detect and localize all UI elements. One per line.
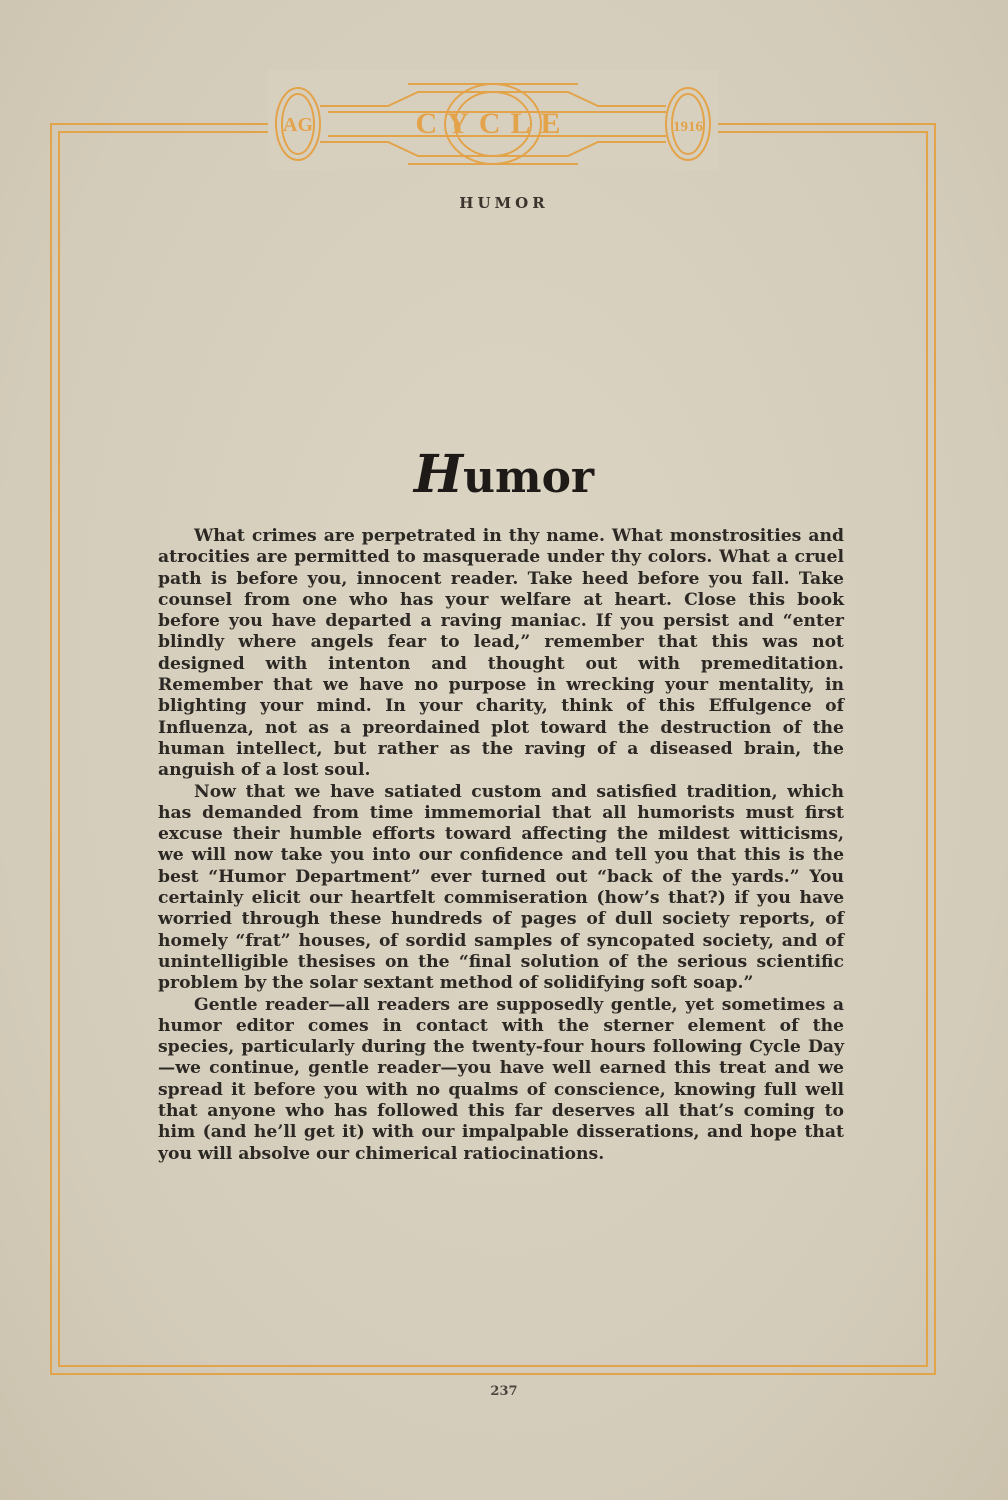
page-number: 237	[490, 1384, 518, 1399]
cycle-masthead-logo	[268, 70, 718, 170]
section-heading: HUMOR	[459, 194, 549, 212]
title-initial: H	[413, 444, 464, 505]
title-rest: umor	[463, 452, 595, 503]
paragraph-3: Gentle reader—all readers are supposedly gentle, yet sometimes a humor editor comes in contact with the sterner element of the species, particularly during the twenty-four hours following Cycle Day—we continue, gentle reader—you have well earned this treat and we spread it before you with no qualms of conscience, knowing full well that anyone who has followed this far deserves all that’s coming to him (and he’ll get it) with our impalpable disserations, and hope that you will absolve our chimerical ratiocinations.	[158, 994, 844, 1164]
masthead-left-mark: AG	[283, 114, 313, 136]
paragraph-1: What crimes are perpetrated in thy name. What monstrosities and atrocities are permitted to masquerade under thy colors. What a cruel path is before you, innocent reader. Take heed before you fall. Take counsel from one who has your welfare at heart. Close this book before you have departed a raving maniac. If you persist and “enter blindly where angels fear to lead,” remember that this was not designed with intenton and thought out with premeditation. Remember that we have no purpose in wrecking your mentality, in blighting your mind. In your charity, think of this Effulgence of Influenza, not as a preordained plot toward the destruction of the human intellect, but rather as the raving of a diseased brain, the anguish of a lost soul.	[158, 526, 844, 781]
masthead-ornament	[268, 70, 718, 170]
paragraph-2: Now that we have satiated custom and satisfied tradition, which has demanded from time immemorial that all humorists must first excuse their humble efforts toward affecting the mildest witticisms, we will now take you into our confidence and tell you that this is the best “Humor Department” ever turned out “back of the yards.” You certainly elicit our heartfelt commiseration (how’s that?) if you have worried through these hundreds of pages of dull society reports, of homely “frat” houses, of sordid samples of syncopated society, and of unintelligible thesises on the “final solution of the serious scientific problem by the solar sextant method of solidifying soft soap.”	[158, 781, 844, 994]
article-body	[158, 526, 844, 1165]
page-title	[0, 444, 1008, 505]
masthead-right-mark: 1916	[673, 119, 703, 135]
masthead-word: CYCLE	[415, 107, 571, 140]
